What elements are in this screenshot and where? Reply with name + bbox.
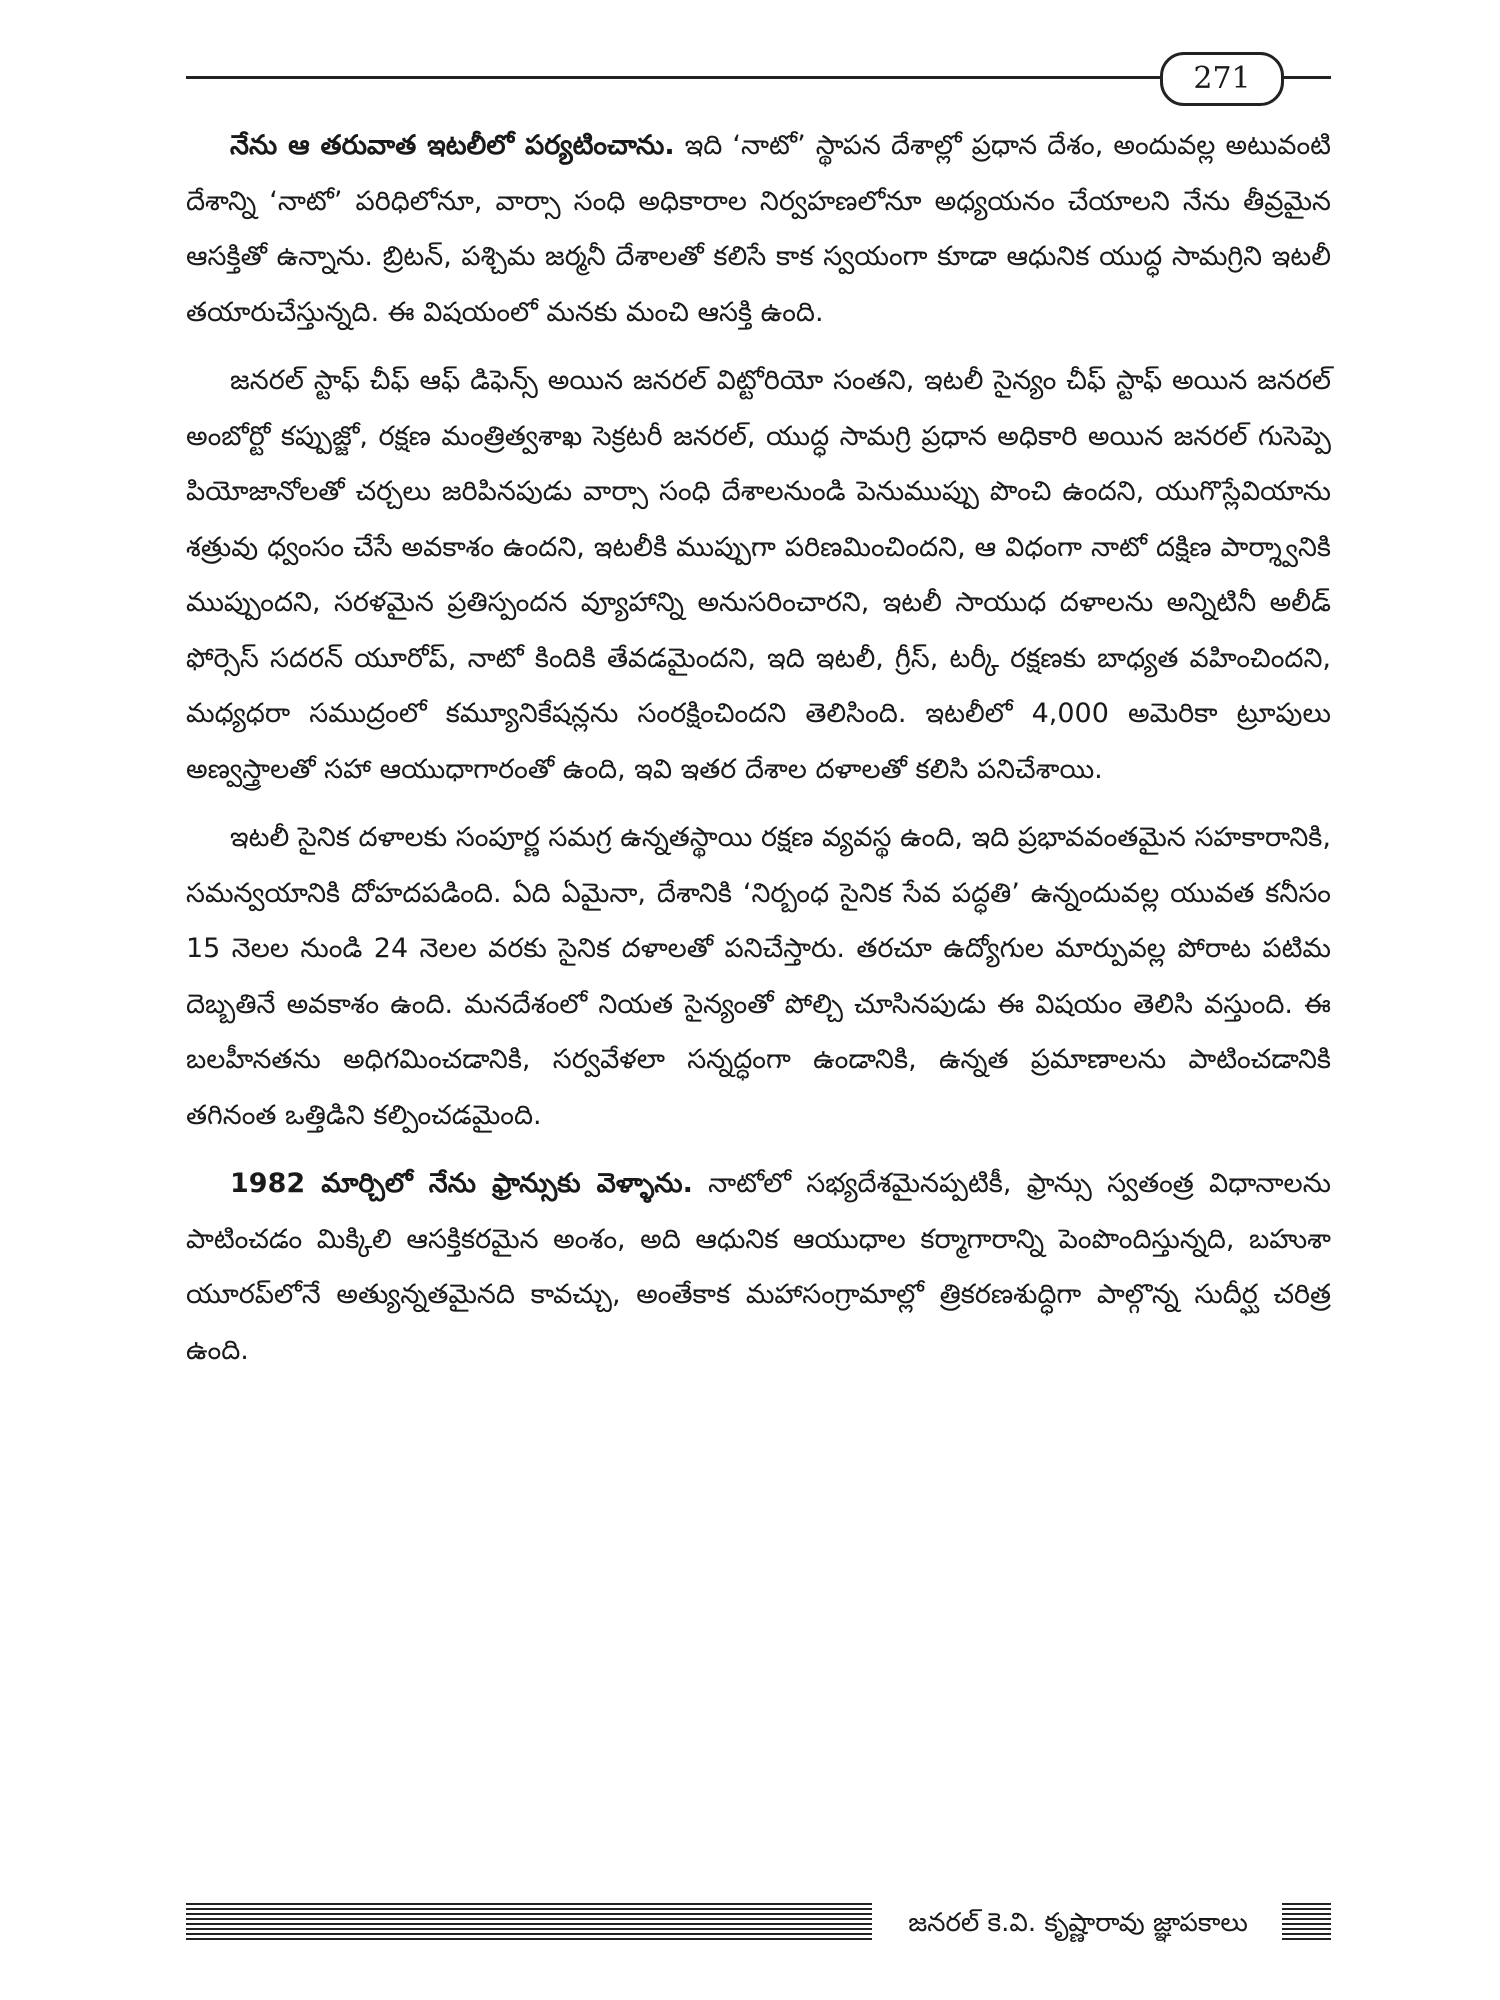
footer-book-title: జనరల్ కె.వి. కృష్ణారావు జ్ఞాపకాలు [908,1908,1248,1938]
paragraph-text: ఇది ‘నాటో’ స్థాపన దేశాల్లో ప్రధాన దేశం, అందువల్ల అటువంటి దేశాన్ని ‘నాటో’ పరిధిలోనూ, వార్సా సంధి అధికారాల నిర్వహణలోనూ అధ్యయనం చేయాలని నేను తీవ్రమైన ఆసక్తితో ఉన్నాను. బ్రిటన్, పశ్చిమ జర్మనీ దేశాలతో కలిసే కాక స్వయంగా కూడా ఆధునిక యుద్ధ సామగ్రిని ఇటలీ తయారుచేస్తున్నది. ఈ విషయంలో మనకు మంచి ఆసక్తి ఉంది. [186,130,1331,328]
paragraph-text: ఇటలీ సైనిక దళాలకు సంపూర్ణ సమగ్ర ఉన్నతస్థాయి రక్షణ వ్యవస్థ ఉంది, ఇది ప్రభావవంతమైన సహకారానికి, సమన్వయానికి దోహదపడింది. ఏది ఏమైనా, దేశానికి ‘నిర్బంధ సైనిక సేవ పద్ధతి’ ఉన్నందువల్ల యువత కనీసం 15 నెలల నుండి 24 నెలల వరకు సైనిక దళాలతో పనిచేస్తారు. తరచూ ఉద్యోగుల మార్పువల్ల పోరాట పటిమ దెబ్బతినే అవకాశం ఉంది. మనదేశంలో నియత సైన్యంతో పోల్చి చూసినపుడు ఈ విషయం తెలిసి వస్తుంది. ఈ బలహీనతను అధిగమించడానికి, సర్వవేళలా సన్నద్ధంగా ఉండానికి, ఉన్నత ప్రమాణాలను పాటించడానికి తగినంత ఒత్తిడిని కల్పించడమైంది. [186,822,1331,1131]
paragraph [186,353,1331,797]
paragraph-lead: 1982 మార్చిలో నేను ఫ్రాన్సుకు వెళ్ళాను. [230,1168,693,1199]
paragraph-lead: నేను ఆ తరువాత ఇటలీలో పర్యటించాను. [230,130,675,161]
page-number: 271 [1160,52,1284,106]
footer-rule-left [186,1903,872,1943]
body-text [186,118,1331,1391]
footer-rule-right [1282,1903,1331,1943]
paragraph-text: జనరల్ స్టాఫ్ చీఫ్ ఆఫ్ డిఫెన్స్ అయిన జనరల్ విట్టోరియో సంతని, ఇటలీ సైన్యం చీఫ్ స్టాఫ్ అయిన జనరల్ అంబోర్టో కప్పుజ్జో, రక్షణ మంత్రిత్వశాఖ సెక్రటరీ జనరల్, యుద్ధ సామగ్రి ప్రధాన అధికారి అయిన జనరల్ గుసెప్పె పియోజానోలతో చర్చలు జరిపినపుడు వార్సా సంధి దేశాలనుండి పెనుముప్పు పొంచి ఉందని, యుగొస్లేవియాను శత్రువు ధ్వంసం చేసే అవకాశం ఉందని, ఇటలీకి ముప్పుగా పరిణమించిందని, ఆ విధంగా నాటో దక్షిణ పార్శ్వానికి ముప్పుందని, సరళమైన ప్రతిస్పందన వ్యూహాన్ని అనుసరించారని, ఇటలీ సాయుధ దళాలను అన్నిటినీ అలీడ్ ఫోర్సెస్ సదరన్ యూరోప్, నాటో కిందికి తేవడమైందని, ఇది ఇటలీ, గ్రీస్, టర్కీ రక్షణకు బాధ్యత వహించిందని, మధ్యధరా సముద్రంలో కమ్యూనికేషన్లను సంరక్షించిందని తెలిసింది. ఇటలీలో 4,000 అమెరికా ట్రూపులు అణ్వస్త్రాలతో సహా ఆయుధాగారంతో ఉంది, ఇవి ఇతర దేశాల దళాలతో కలిసి పనిచేశాయి. [186,365,1331,785]
paragraph [186,118,1331,340]
paragraph [186,810,1331,1143]
paragraph-text: నాటోలో సభ్యదేశమైనప్పటికీ, ఫ్రాన్సు స్వతంత్ర విధానాలను పాటించడం మిక్కిలి ఆసక్తికరమైన అంశం, అది ఆధునిక ఆయుధాల కర్మాగారాన్ని పెంపొందిస్తున్నది, బహుశా యూరప్‌లోనే అత్యున్నతమైనది కావచ్చు, అంతేకాక మహాసంగ్రామాల్లో త్రికరణశుద్ధిగా పాల్గొన్న సుదీర్ఘ చరిత్ర ఉంది. [186,1168,1331,1366]
paragraph [186,1156,1331,1378]
